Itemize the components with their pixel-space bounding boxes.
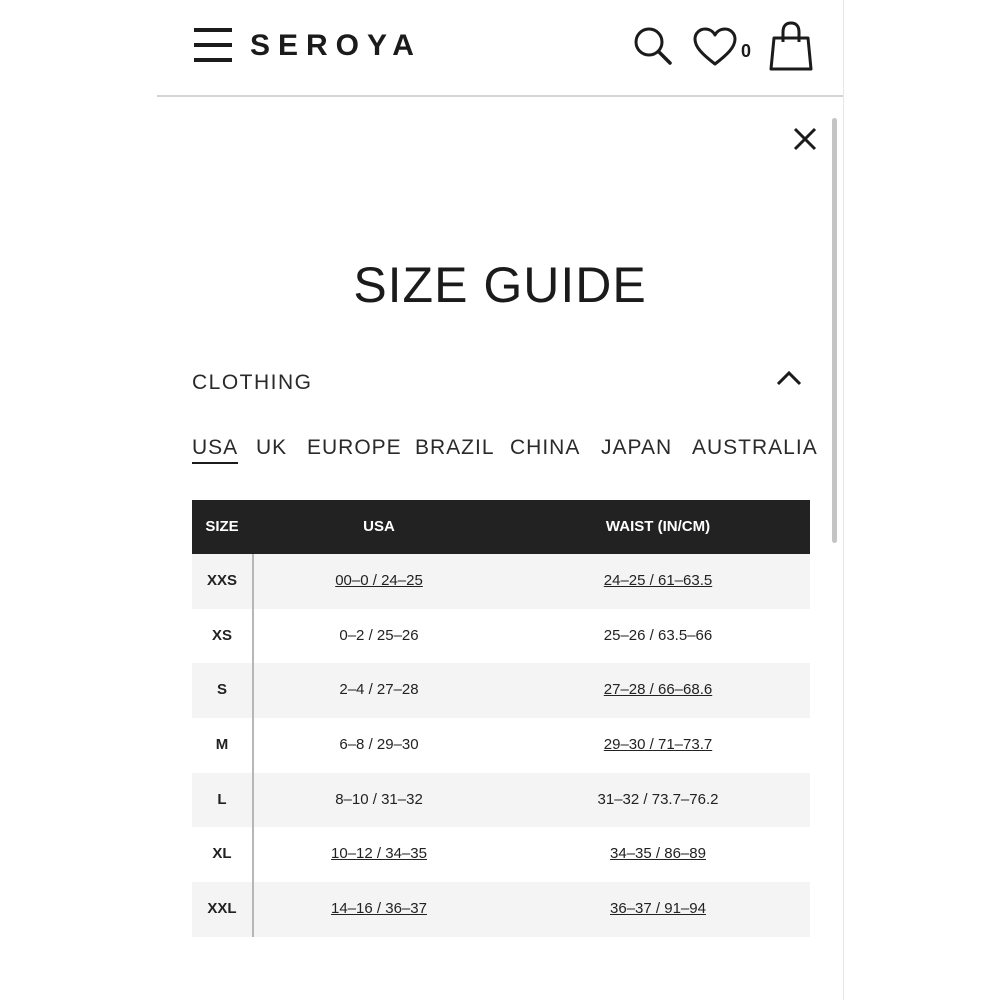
cell-waist[interactable]: 27–28 / 66–68.6 bbox=[603, 681, 713, 699]
search-icon[interactable] bbox=[631, 24, 675, 68]
shopping-bag-icon[interactable] bbox=[768, 20, 814, 72]
menu-icon[interactable] bbox=[194, 28, 232, 64]
cell-waist[interactable]: 34–35 / 86–89 bbox=[610, 845, 706, 863]
section-clothing-label[interactable]: CLOTHING bbox=[192, 371, 313, 394]
cell-usa: 2–4 / 27–28 bbox=[339, 681, 419, 699]
tab-australia[interactable]: AUSTRALIA bbox=[692, 436, 818, 459]
app-frame bbox=[157, 0, 843, 1000]
cell-usa: 6–8 / 29–30 bbox=[339, 736, 419, 754]
cell-usa: 0–2 / 25–26 bbox=[339, 626, 419, 644]
tab-uk[interactable]: UK bbox=[256, 436, 288, 459]
header-size: SIZE bbox=[205, 518, 239, 535]
tab-brazil[interactable]: BRAZIL bbox=[415, 436, 495, 459]
cell-size: L bbox=[217, 790, 227, 808]
table-body bbox=[192, 554, 810, 937]
modal-title: SIZE GUIDE bbox=[353, 257, 647, 313]
tab-china[interactable]: CHINA bbox=[510, 436, 581, 459]
site-header bbox=[157, 0, 843, 97]
header-usa: USA bbox=[363, 518, 395, 535]
cell-size: M bbox=[215, 736, 229, 754]
scrollbar-thumb[interactable] bbox=[832, 118, 837, 543]
cell-size: XXL bbox=[207, 900, 237, 918]
table-header bbox=[192, 500, 810, 554]
cell-usa[interactable]: 14–16 / 36–37 bbox=[331, 900, 427, 918]
cell-waist[interactable]: 36–37 / 91–94 bbox=[610, 900, 706, 918]
size-table bbox=[192, 500, 810, 937]
header-waist: WAIST (IN/CM) bbox=[605, 518, 711, 535]
frame-edge bbox=[843, 0, 844, 1000]
cell-waist: 25–26 / 63.5–66 bbox=[603, 626, 713, 644]
wishlist-count: 0 bbox=[741, 41, 752, 61]
heart-icon[interactable] bbox=[692, 26, 738, 68]
cell-size: XL bbox=[212, 845, 232, 863]
brand-logo[interactable]: SEROYA bbox=[250, 29, 422, 62]
table-row bbox=[192, 554, 810, 609]
cell-waist: 31–32 / 73.7–76.2 bbox=[597, 790, 719, 808]
table-row bbox=[192, 718, 810, 773]
cell-size: XXS bbox=[206, 572, 237, 589]
column-divider bbox=[252, 554, 254, 937]
cell-size: S bbox=[216, 681, 227, 699]
cell-usa[interactable]: 00–0 / 24–25 bbox=[335, 572, 423, 589]
tab-japan[interactable]: JAPAN bbox=[601, 436, 673, 459]
chevron-up-icon[interactable] bbox=[775, 365, 803, 389]
tab-europe[interactable]: EUROPE bbox=[307, 436, 402, 459]
tab-usa[interactable]: USA bbox=[192, 434, 238, 464]
cell-waist[interactable]: 24–25 / 61–63.5 bbox=[603, 572, 713, 589]
close-icon[interactable] bbox=[792, 126, 818, 152]
cell-usa[interactable]: 10–12 / 34–35 bbox=[331, 845, 427, 863]
table-row bbox=[192, 827, 810, 882]
table-row bbox=[192, 609, 810, 664]
table-row bbox=[192, 882, 810, 937]
table-row bbox=[192, 663, 810, 718]
table-row bbox=[192, 773, 810, 828]
cell-waist[interactable]: 29–30 / 71–73.7 bbox=[603, 736, 713, 754]
cell-size: XS bbox=[211, 626, 232, 644]
cell-usa: 8–10 / 31–32 bbox=[335, 790, 423, 808]
